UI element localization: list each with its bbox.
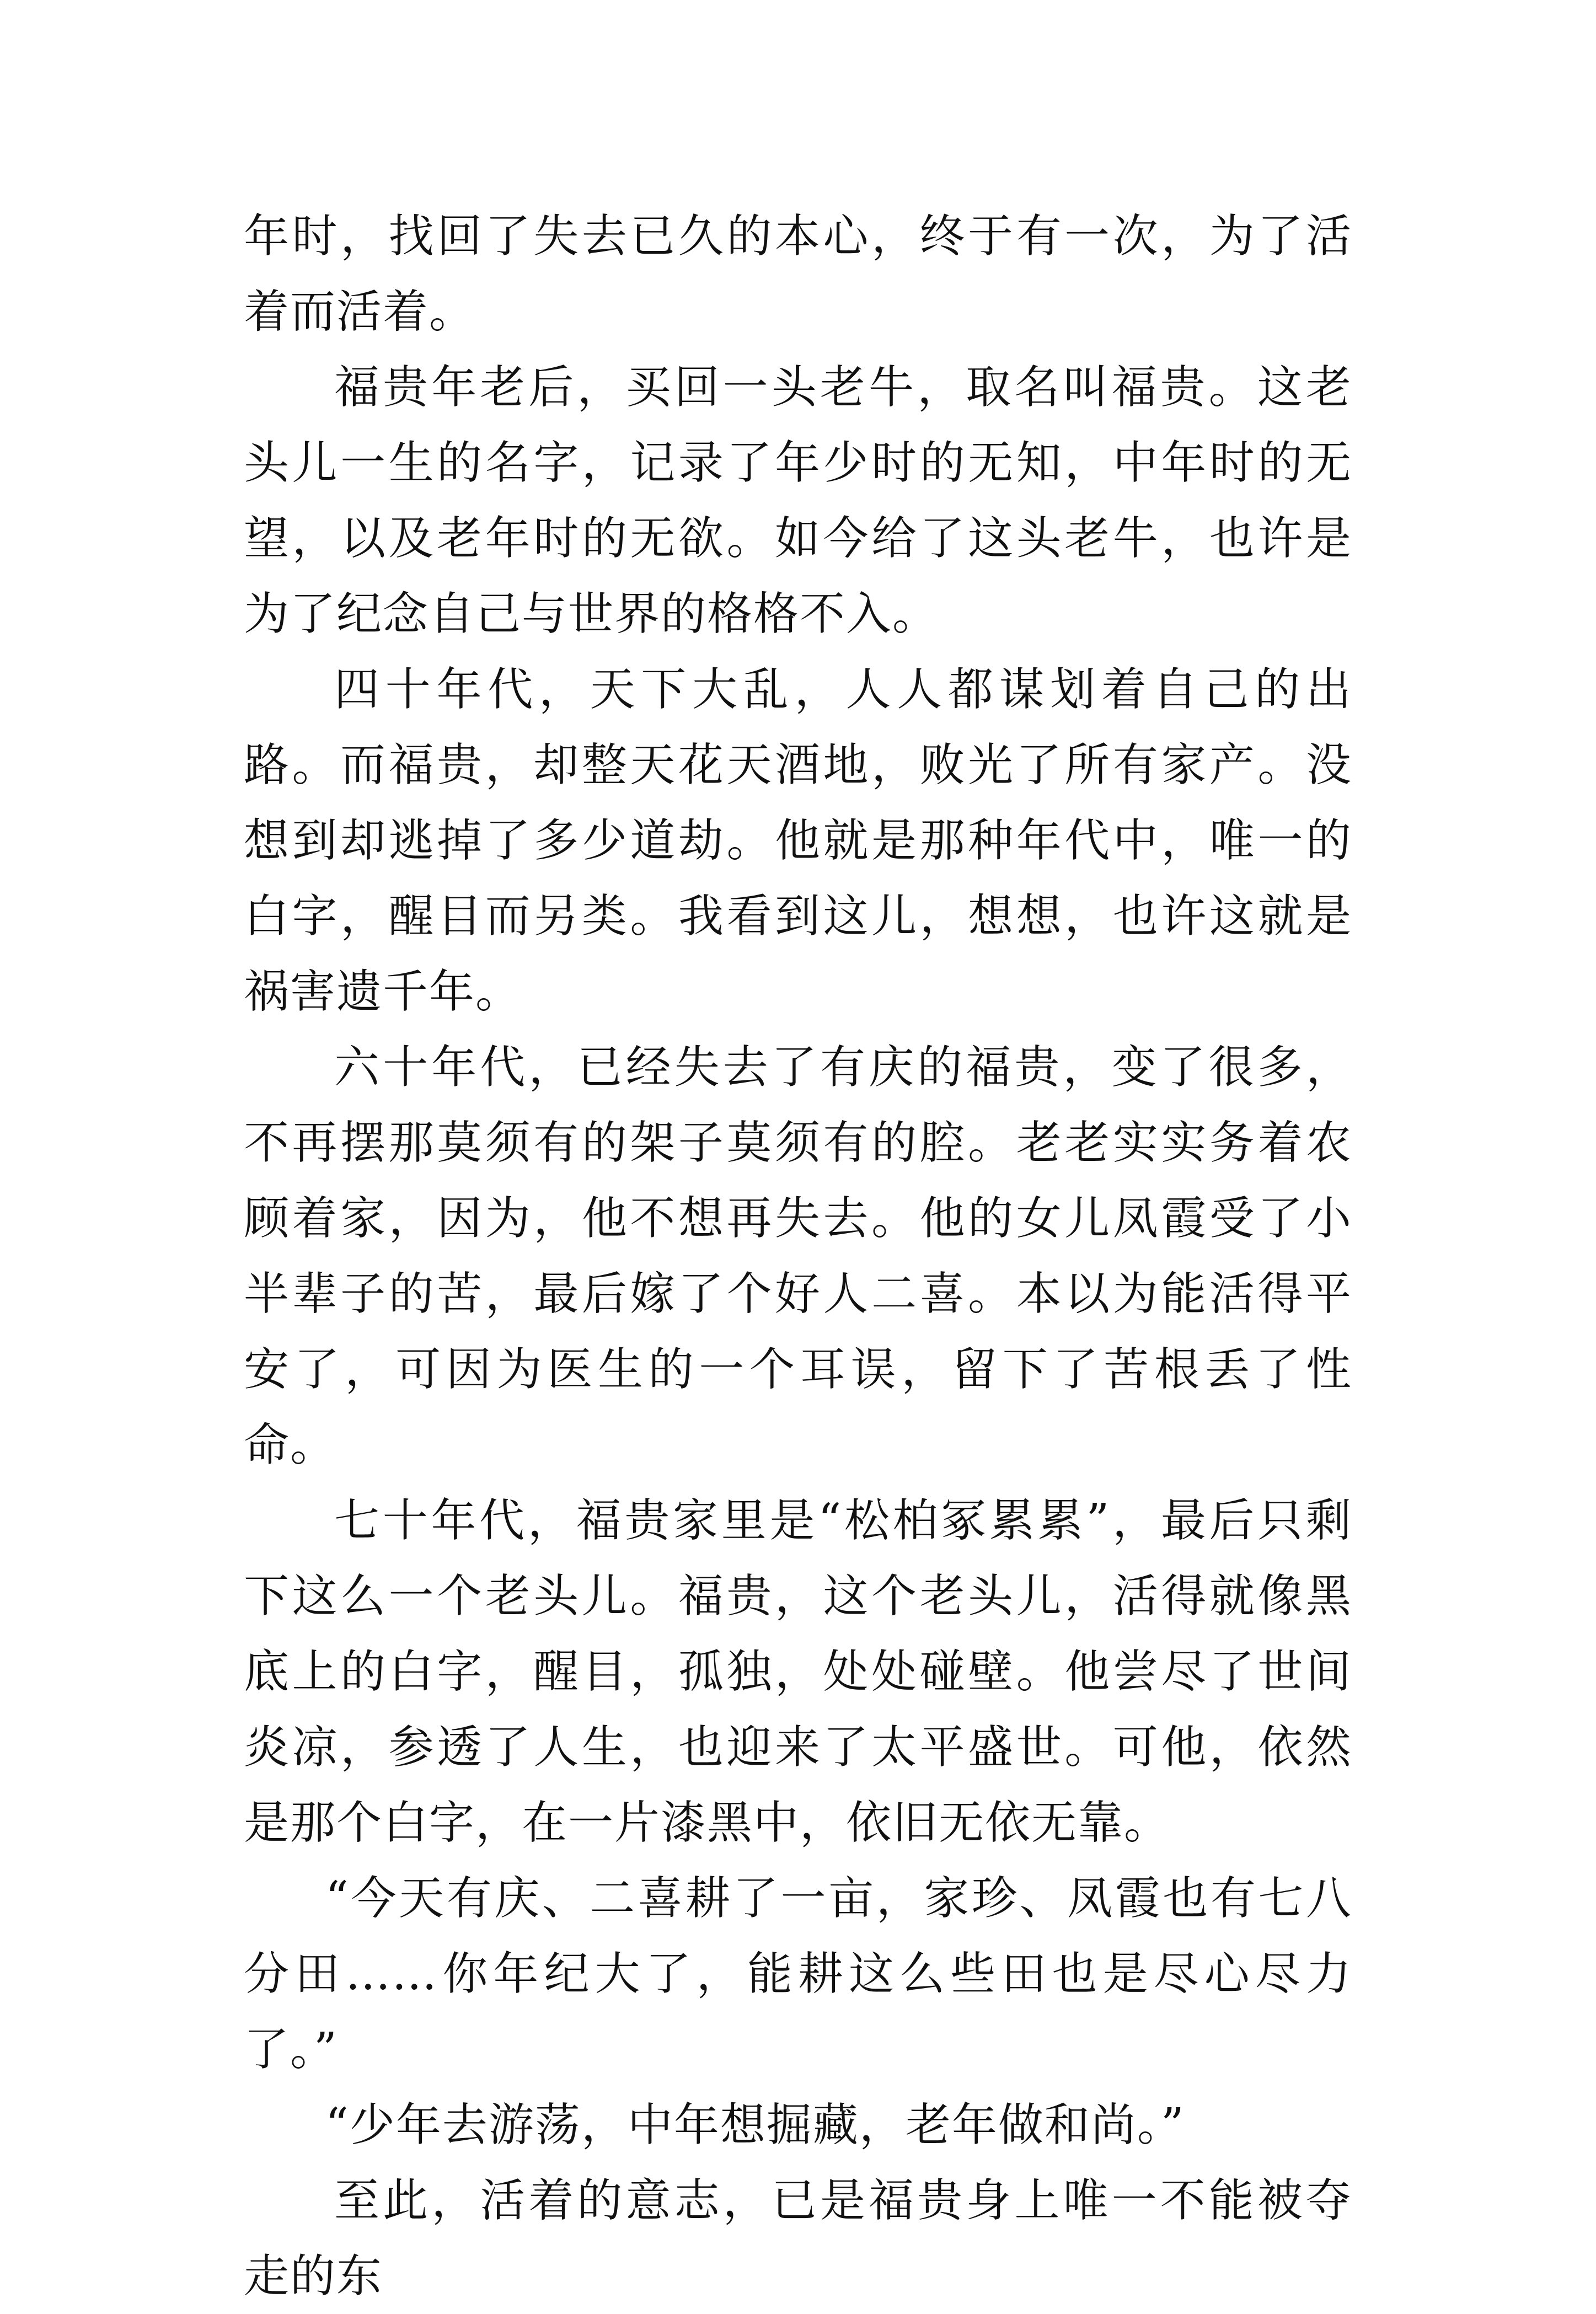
paragraph-conclusion: 至此，活着的意志，已是福贵身上唯一不能被夺走的东 <box>244 2174 1352 2302</box>
paragraph-continuation: 年时，找回了失去已久的本心，终于有一次，为了活着而活着。 <box>244 210 1352 338</box>
paragraph-old-ox: 福贵年老后，买回一头老牛，取名叫福贵。这老头儿一生的名字，记录了年少时的无知，中年时的无望，以及老年时的无欲。如今给了这头老牛，也许是为了纪念自己与世界的格格不入。 <box>244 361 1352 640</box>
paragraph-quote-proverb: “少年去游荡，中年想掘藏，老年做和尚。” <box>325 2099 1185 2151</box>
body-text <box>244 199 1352 2314</box>
paragraph-quote-fields: “今天有庆、二喜耕了一亩，家珍、凤霞也有七八分田……你年纪大了，能耕这么些田也是尽心尽力了。” <box>244 1872 1352 2076</box>
paragraph-sixties: 六十年代，已经失去了有庆的福贵，变了很多，不再摆那莫须有的架子莫须有的腔。老老实实务着农顾着家，因为，他不想再失去。他的女儿凤霞受了小半辈子的苦，最后嫁了个好人二喜。本以为能活得平安了，可因为医生的一个耳误，留下了苦根丢了性命。 <box>244 1041 1352 1471</box>
paragraph-seventies: 七十年代，福贵家里是“松柏冢累累”，最后只剩下这么一个老头儿。福贵，这个老头儿，活得就像黑底上的白字，醒目，孤独，处处碰壁。他尝尽了世间炎凉，参透了人生，也迎来了太平盛世。可他，依然是那个白字，在一片漆黑中，依旧无依无靠。 <box>244 1495 1352 1849</box>
paragraph-forties: 四十年代，天下大乱，人人都谋划着自己的出路。而福贵，却整天花天酒地，败光了所有家产。没想到却逃掉了多少道劫。他就是那种年代中，唯一的白字，醒目而另类。我看到这儿，想想，也许这就是祸害遗千年。 <box>244 663 1352 1018</box>
